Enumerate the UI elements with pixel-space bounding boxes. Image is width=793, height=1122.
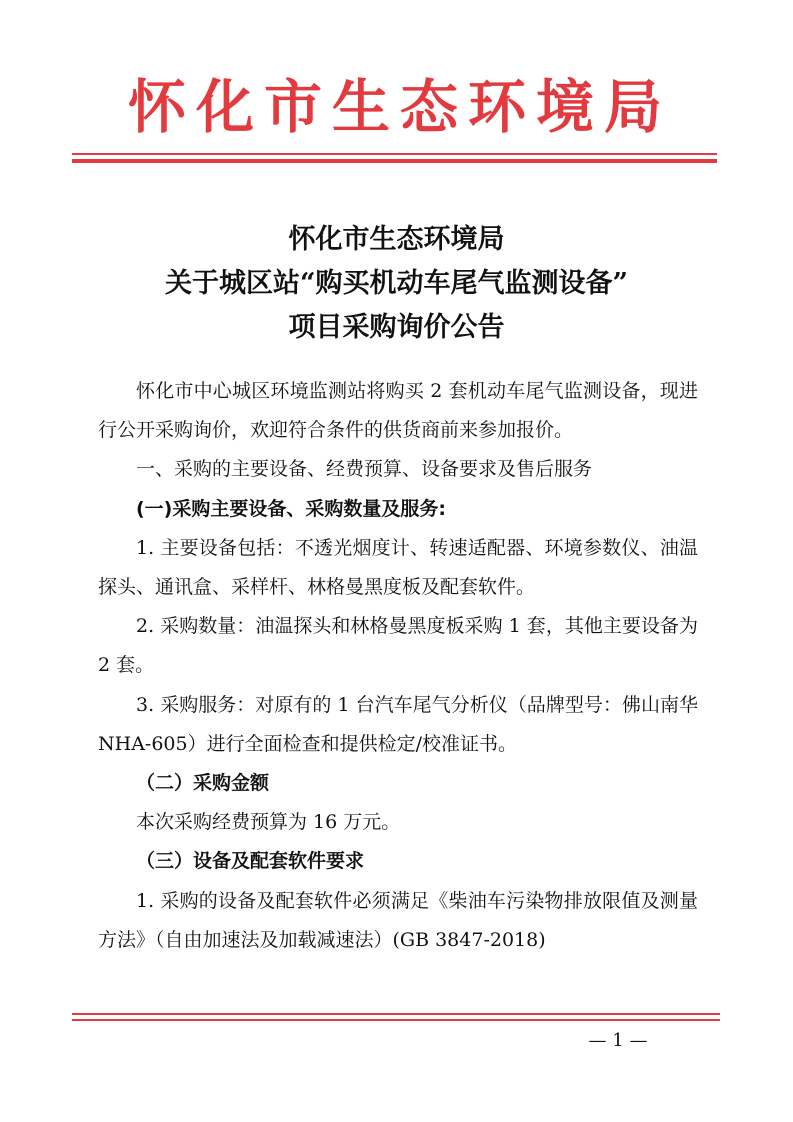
- subsection-heading: （二）采购金额: [136, 772, 270, 795]
- body-paragraph: 本次采购经费预算为 16 万元。: [136, 811, 401, 834]
- body-paragraph: 3. 采购服务：对原有的 1 台汽车尾气分析仪（品牌型号：佛山南华 NHA-605）进行全面检查和提供检定/校准证书。: [98, 693, 698, 755]
- subsection-heading: (一)采购主要设备、采购数量及服务:: [136, 497, 446, 520]
- page-number: — 1 —: [588, 1030, 648, 1051]
- subsection-heading: （三）设备及配套软件要求: [136, 850, 365, 873]
- document-body: [98, 372, 698, 960]
- title-line-1: 怀化市生态环境局: [288, 224, 505, 255]
- agency-masthead: 怀化市生态环境局: [127, 73, 672, 141]
- body-paragraph: 2. 采购数量：油温探头和林格曼黑度板采购 1 套，其他主要设备为 2 套。: [98, 615, 698, 677]
- footer-divider-top: [72, 1013, 720, 1015]
- masthead-divider-thin: [72, 153, 717, 155]
- title-line-3: 项目采购询价公告: [288, 312, 505, 343]
- document-title: [60, 218, 733, 350]
- section-heading: 一、采购的主要设备、经费预算、设备要求及售后服务: [136, 458, 593, 481]
- footer-divider-bottom: [72, 1019, 720, 1021]
- masthead-divider-thick: [72, 159, 717, 163]
- title-line-2: 关于城区站“购买机动车尾气监测设备”: [164, 268, 629, 299]
- body-paragraph: 1. 主要设备包括：不透光烟度计、转速适配器、环境参数仪、油温探头、通讯盒、采样杆、林格曼黑度板及配套软件。: [98, 536, 698, 599]
- body-paragraph: 1. 采购的设备及配套软件必须满足《柴油车污染物排放限值及测量方法》（自由加速法及加载减速法）(GB 3847-2018): [98, 889, 698, 951]
- body-paragraph: 怀化市中心城区环境监测站将购买 2 套机动车尾气监测设备，现进行公开采购询价，欢迎符合条件的供货商前来参加报价。: [98, 380, 698, 442]
